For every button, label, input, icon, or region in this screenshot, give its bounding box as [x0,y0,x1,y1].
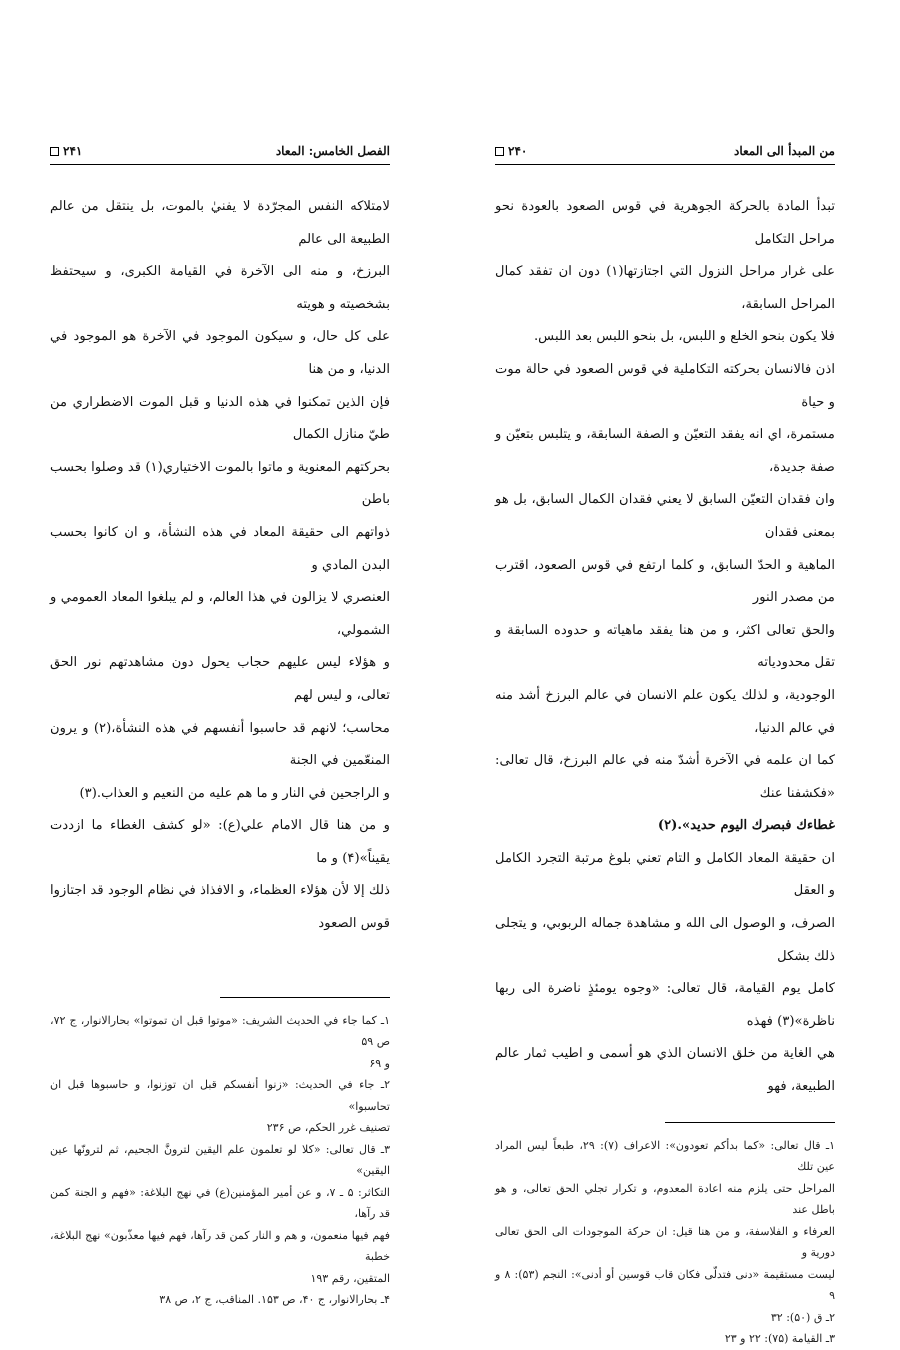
footnote-line: التكاثر: ۵ ـ ۷، و عن أمير المؤمنين(ع) في نهج البلاغة: «فهم و الجنة كمن قد رآها، [50,1185,390,1221]
left-header-title: الفصل الخامس: المعاد [275,144,390,158]
footnote-line: ليست مستقيمة «دنى فتدلّى فكان قاب قوسين أو أدنى»: النجم (۵۳): ۸ و ۹ [495,1267,836,1303]
left-footnotes [50,1010,390,1311]
left-page [50,130,390,1311]
body-line: و من هنا قال الامام علي(ع): «لو كشف الغطاء ما ازددت يقيناً»(۴) و ما [50,818,390,866]
body-line: الوجودية، و لذلك يكون علم الانسان في عالم البرزخ أشد منه في عالم الدنيا، [495,687,835,736]
body-line: على غرار مراحل النزول التي اجتازتها(۱) دون ان تفقد كمال المراحل السابقة، [495,264,836,312]
right-page [495,130,835,1350]
body-line: ذلك إلا لأن هؤلاء العظماء، و الافذاذ في نظام الوجود قد اجتازوا قوس الصعود [50,883,390,932]
footnote-separator [665,1122,835,1123]
body-line: لامتلاكه النفس المجرّدة لا يفنيٰ بالموت، بل ينتقل من عالم الطبيعة الى عالم [50,199,390,247]
left-page-number-group [50,144,82,158]
square-ornament-icon [495,147,504,156]
body-line: مستمرة، اي انه يفقد التعيّن و الصفة السابقة، و يتلبس بتعيّن و صفة جديدة، [495,427,835,475]
square-ornament-icon [50,147,59,156]
footnote-line: المراحل حتى يلزم منه اعادة المعدوم، و تكرار تجلي الحق تعالى، و هو باطل عند [495,1181,835,1217]
right-page-number-group [495,144,527,158]
body-line: ذواتهم الى حقيقة المعاد في هذه النشأة، و ان كانوا بحسب البدن المادي و [50,524,390,573]
body-line: هي الغاية من خلق الانسان الذي هو أسمى و اطيب ثمار عالم الطبيعة، فهو [495,1046,835,1095]
body-line: العنصري لا يزالون في هذا العالم، و لم يبلغوا المعاد العمومي و الشمولي، [50,590,390,638]
right-page-body [495,191,835,1104]
footnote-line: و ۶۹ [369,1056,390,1070]
body-line: الصرف، و الوصول الى الله و مشاهدة جماله الربوبي، و يتجلى ذلك بشكل [495,916,835,964]
body-line: تبدأ المادة بالحركة الجوهرية في قوس الصعود بالعودة نحو مراحل التكامل [495,199,835,247]
body-line: فإن الذين تمكنوا في هذه الدنيا و قبل الموت الاضطراري من طيّ منازل الكمال [50,394,390,443]
left-page-number: ۲۴۱ [63,144,83,158]
body-line: الماهية و الحدّ السابق، و كلما ارتفع في قوس الصعود، اقترب من مصدر النور [495,557,835,606]
footnote-line: العرفاء و الفلاسفة، و من هنا قيل: ان حركة الموجودات الى الحق تعالى دورية و [495,1224,835,1260]
body-line: على كل حال، و سيكون الموجود في الآخرة هو الموجود في الدنيا، و من هنا [50,329,390,377]
body-line: فلا يكون بنحو الخلع و اللبس، بل بنحو اللبس بعد اللبس. [533,329,835,345]
footnote-line: ۱ـ كما جاء في الحديث الشريف: «موتوا قبل ان تموتوا» بحارالانوار، ج ۷۲، ص ۵۹ [50,1013,390,1049]
left-page-header [50,144,390,165]
footnote-line: فهم فيها منعمون، و هم و النار كمن قد رآها، فهم فيها معذّبون» نهج البلاغة، خطبة [50,1228,390,1264]
body-line: غطاءك فبصرك اليوم حديد».(۲) [657,818,835,834]
body-line: كما ان علمه في الآخرة أشدّ منه في عالم البرزخ، قال تعالى: «فكشفنا عنك [495,753,835,801]
body-line: و الراجحين في النار و ما هم عليه من النعيم و العذاب.(۳) [79,785,390,801]
right-page-header [495,144,835,165]
footnote-line: ۲ـ ق (۵۰): ۳۲ [770,1310,835,1324]
body-line: والحق تعالى اكثر، و من هنا يفقد ماهياته و حدوده السابقة و تقل محدودياته [495,622,835,671]
footnote-line: ۴ـ بحارالانوار، ج ۴۰، ص ۱۵۳. المناقب، ج ۲، ص ۳۸ [159,1293,390,1307]
right-footnotes [495,1135,835,1350]
body-line: ان حقيقة المعاد الكامل و التام تعني بلوغ مرتبة التجرد الكامل و العقل [495,850,835,899]
footnote-line: المتقين، رقم ۱۹۳ [310,1271,390,1285]
footnote-separator [220,997,390,998]
body-line: و هؤلاء ليس عليهم حجاب يحول دون مشاهدتهم نور الحق تعالى، و ليس لهم [50,655,390,703]
footnote-line: ۳ـ القيامة (۷۵): ۲۲ و ۲۳ [724,1332,835,1346]
right-page-number: ۲۴۰ [508,144,528,158]
left-page-body [50,191,390,941]
footnote-line: ۲ـ جاء في الحديث: «زنوا أنفسكم قبل ان توزنوا، و حاسبوها قبل ان تحاسبوا» [50,1078,390,1113]
footnote-line: تصنيف غرر الحكم، ص ۲۳۶ [266,1121,390,1135]
body-line: وان فقدان التعيّن السابق لا يعني فقدان الكمال السابق، بل هو بمعنى فقدان [495,492,835,540]
body-line: كامل يوم القيامة، قال تعالى: «وجوه يومئذٍ ناضرة الى ربها ناظرة»(۳) فهذه [495,981,835,1029]
right-header-title: من المبدأ الى المعاد [734,144,835,158]
body-line: محاسب؛ لانهم قد حاسبوا أنفسهم في هذه النشأة،(۲) و يرون المنعّمين في الجنة [50,720,390,769]
footnote-line: ۳ـ قال تعالى: «كلا لو تعلمون علم اليقين لترونَّ الجحيم، ثم لترونّها عين اليقين» [50,1142,390,1178]
body-line: بحركتهم المعنوية و ماتوا بالموت الاختياري(۱) قد وصلوا بحسب باطن [50,459,390,508]
body-line: البرزخ، و منه الى الآخرة في القيامة الكبرى، و سيحتفظ بشخصيته و هويته [50,264,390,312]
body-line: اذن فالانسان بحركته التكاملية في قوس الصعود في حالة موت و حياة [495,361,835,410]
footnote-line: ۱ـ قال تعالى: «كما بدأكم تعودون»: الاعراف (۷): ۲۹، طبعاً ليس المراد عين تلك [495,1138,835,1174]
